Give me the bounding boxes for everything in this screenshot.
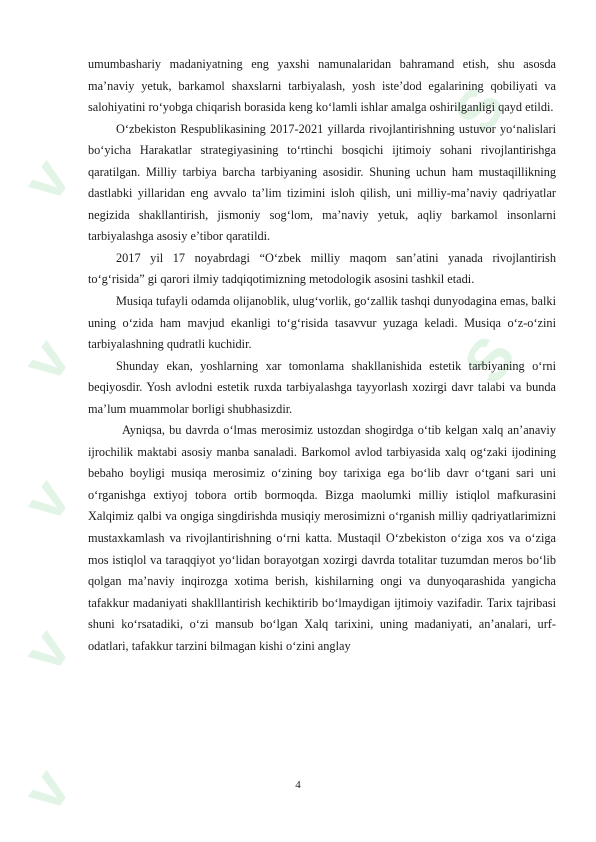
watermark-letter: v (9, 326, 84, 393)
paragraph: Shunday ekan, yoshlarning xar tomonlama shakllanishida estetik tarbiyaning o‘rni beqiyosdir. Yosh avlodni estetik ruxda tarbiyalashga tayyorlash xozirgi davr talabi va bunda ma’lum muammolar borligi shubhasizdir. (88, 358, 556, 416)
page-number: 4 (295, 779, 301, 791)
paragraph: Ayniqsa, bu davrda o‘lmas merosimiz ustozdan shogirdga o‘tib kelgan xalq an’anaviy ijrochilik maktabi asosiy manba sanaladi. Barkomol avlod tarbiyasida xalq og‘zaki ijodining bebaho boyligi musiqa merosimiz o‘zining boy tarixiga ega bo‘lib davr o‘tgani sari uni o‘rganishga extiyoj tobora ortib bormoqda. Bizga maolumki milliy istiqlol mafkurasini Xalqimiz qalbi va ongiga singdirishda musiqiy merosimizni o‘rganish milliy qadriyatlarimizni mustaxkamlash va rivojlantirishning o‘rni katta. Mustaqil O‘zbekiston o‘ziga xos va o‘ziga mos istiqlol va taraqqiyot yo‘lidan borayotgan xozirgi davrda totalitar tuzumdan meros bo‘lib qolgan ma’naviy inqirozga xotima berish, kishilarning ongi va dunyoqarashida yangicha tafakkur madaniyati shaklllantirish kechiktirib bo‘lmaydigan ijtimoiy vazifadir. Tarix tajribasi shuni ko‘rsatadiki, o‘zi mansub bo‘lgan Xalq tarixini, uning madaniyati, an’analari, urf-odatlari, tafakkur tarzini bilmagan kishi o‘zini anglay (88, 423, 556, 653)
watermark-letter: v (9, 146, 84, 213)
body-text (88, 54, 556, 657)
watermark-letter: S (440, 74, 519, 146)
paragraph: O‘zbekiston Respublikasining 2017-2021 yillarda rivojlantirishning ustuvor yo‘nalislari bo‘yicha Harakatlar strategiyasining to‘rtinchi bosqichi ijtimoiy sohani rivojlantirishga qaratilgan. Milliy tarbiya barcha tarbiyaning asosidir. Shuning uchun ham mustaqillikning dastlabki yillaridan eng avvalo ta’lim tizimini isloh qilish, uni milliy-ma’naviy qadriyatlar negizida shakllantirish, jismoniy sog‘lom, ma’naviy yetuk, aqliy barkamol insonlarni tarbiyalashga asosiy e’tibor qaratildi. (88, 121, 556, 244)
watermark-letter: S (450, 324, 529, 396)
watermark-letter: v (9, 616, 84, 683)
watermark-letter: v (9, 756, 84, 823)
watermark-letter: v (9, 466, 84, 533)
paragraph: 2017 yil 17 noyabrdagi “O‘zbek milliy maqom san’atini yanada rivojlantirish to‘g‘risida” gi qarori ilmiy tadqiqotimizning metodologik asosini tashkil etadi. (88, 250, 556, 287)
paragraph: umumbashariy madaniyatning eng yaxshi namunalaridan bahramand etish, shu asosda ma’naviy yetuk, barkamol shaxslarni tarbiyalash, yosh iste’dod egalarining qobiliyati va salohiyatini ro‘yobga chiqarish borasida keng ko‘lamli ishlar amalga oshirilganligi qayd etildi. (88, 57, 556, 115)
paragraph: Musiqa tufayli odamda olijanoblik, ulug‘vorlik, go‘zallik tashqi dunyodagina emas, balki uning o‘zida ham mavjud ekanligi to‘g‘risida tasavvur yuzaga keladi. Musiqa o‘z-o‘zini tarbiyalashning qudratli kuchidir. (88, 294, 556, 352)
